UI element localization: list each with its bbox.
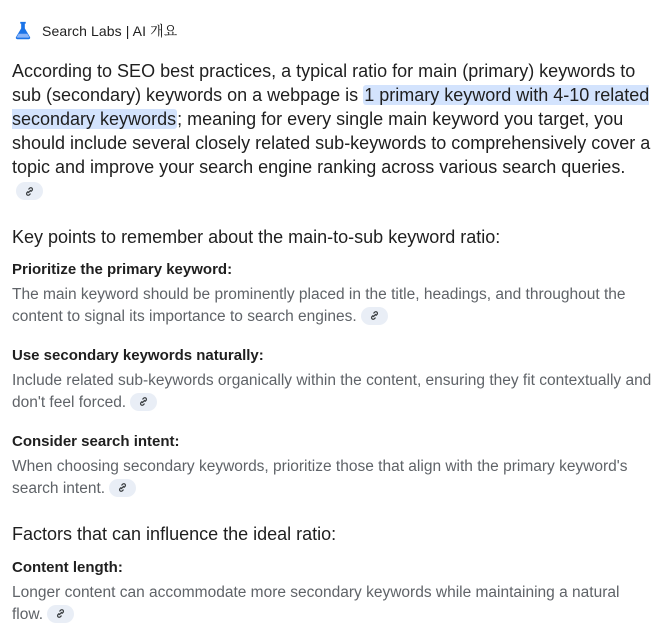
source-link-button[interactable] [130,393,157,411]
key-point-heading: Use secondary keywords naturally: [12,347,264,364]
source-link-button[interactable] [16,182,43,200]
key-point-body [12,284,652,328]
key-point-text: Longer content can accommodate more secondary keywords while maintaining a natural flow. [12,584,620,623]
key-point-body [12,370,652,414]
intro-paragraph [12,59,652,203]
intro-highlight: 1 primary keyword with 4-10 related secondary keywords [12,85,650,129]
link-icon [24,186,35,197]
section2-lead: Factors that can influence the ideal ratio: [12,524,337,544]
key-point-text: When choosing secondary keywords, prioritize those that align with the primary keyword's search intent. [12,458,628,497]
key-point-text: The main keyword should be prominently placed in the title, headings, and throughout the content to signal its importance to search engines. [12,286,626,325]
source-link-button[interactable] [109,479,136,497]
key-point [12,432,652,500]
source-link-button[interactable] [47,605,74,623]
link-icon [55,608,66,619]
key-point-heading: Consider search intent: [12,433,180,450]
key-point [12,346,652,414]
header-title: Search Labs | AI 개요 [42,23,178,39]
source-link-button[interactable] [361,307,388,325]
key-point [12,558,652,626]
key-point-body [12,456,652,500]
flask-icon [12,20,34,42]
section1-lead: Key points to remember about the main-to-sub keyword ratio: [12,227,501,247]
intro-text-after: ; meaning for every single main keyword you target, you should include several closely related sub-keywords to comprehensively cover a topic and improve your search engine ranking across various search queries. [12,109,651,177]
link-icon [117,482,128,493]
key-point-body [12,582,652,626]
link-icon [138,396,149,407]
key-point-heading: Prioritize the primary keyword: [12,261,233,278]
intro-text-before: According to SEO best practices, a typical ratio for main (primary) keywords to sub (secondary) keywords on a webpage is [12,61,636,105]
key-point-heading: Content length: [12,559,123,576]
link-icon [369,310,380,321]
key-point-text: Include related sub-keywords organically within the content, ensuring they fit contextually and don't feel forced. [12,372,652,411]
key-point [12,260,652,328]
ai-overview-header [12,20,177,42]
